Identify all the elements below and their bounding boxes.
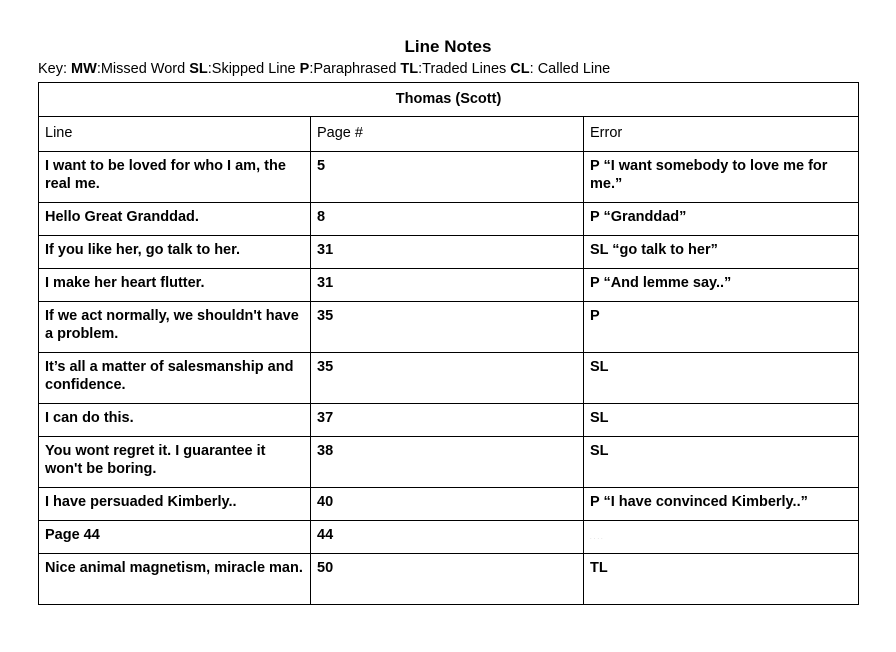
line-cell: Page 44 [39,521,311,554]
error-cell [584,521,859,554]
key-prefix: Key: [38,61,72,77]
error-cell: P “I want somebody to love me for me.” [584,152,859,203]
error-cell: P “Granddad” [584,203,859,236]
key-meaning-tl: :Traded Lines [418,61,511,77]
page-title: Line Notes [404,37,492,56]
table-row [39,152,859,203]
page-cell: 37 [311,404,584,437]
table-row [39,521,859,554]
key-meaning-mw: :Missed Word [96,61,190,77]
error-cell: P “And lemme say..” [584,269,859,302]
page-cell: 31 [311,236,584,269]
key-code-p: P [299,61,310,77]
table-row [39,488,859,521]
table-row [39,203,859,236]
line-cell: Hello Great Granddad. [39,203,311,236]
table-row [39,269,859,302]
page-cell: 8 [311,203,584,236]
error-cell: TL [584,554,859,605]
table-row [39,404,859,437]
key-legend [38,61,610,78]
line-cell: Nice animal magnetism, miracle man. [39,554,311,605]
error-cell: SL [584,404,859,437]
line-cell: It’s all a matter of salesmanship and confidence. [39,353,311,404]
line-notes-table [38,82,859,605]
table-row [39,353,859,404]
page-cell: 35 [311,302,584,353]
table-row [39,236,859,269]
line-cell: You wont regret it. I guarantee it won't be boring. [39,437,311,488]
column-header-row [39,117,859,152]
page-cell: 5 [311,152,584,203]
line-cell: I have persuaded Kimberly.. [39,488,311,521]
line-cell: I want to be loved for who I am, the real me. [39,152,311,203]
page-cell: 38 [311,437,584,488]
table-row [39,554,859,605]
key-code-cl: CL [510,61,530,77]
key-meaning-cl: : Called Line [529,61,611,77]
line-cell: I make her heart flutter. [39,269,311,302]
page-cell: 35 [311,353,584,404]
column-header-error: Error [584,117,859,152]
table-group-header: Thomas (Scott) [39,83,859,117]
error-cell: P [584,302,859,353]
column-header-line: Line [39,117,311,152]
key-code-mw: MW [71,61,97,77]
key-code-tl: TL [400,61,419,77]
key-meaning-sl: :Skipped Line [207,61,300,77]
page-cell: 50 [311,554,584,605]
error-cell: SL [584,353,859,404]
line-cell: I can do this. [39,404,311,437]
table-row [39,302,859,353]
error-cell: SL [584,437,859,488]
line-cell: If you like her, go talk to her. [39,236,311,269]
key-code-sl: SL [189,61,208,77]
table-row [39,437,859,488]
page-cell: 31 [311,269,584,302]
page-cell: 44 [311,521,584,554]
line-cell: If we act normally, we shouldn't have a problem. [39,302,311,353]
page-cell: 40 [311,488,584,521]
faint-error-mark: .... [590,535,605,541]
error-cell: P “I have convinced Kimberly..” [584,488,859,521]
column-header-page: Page # [311,117,584,152]
error-cell: SL “go talk to her” [584,236,859,269]
key-meaning-p: :Paraphrased [309,61,401,77]
